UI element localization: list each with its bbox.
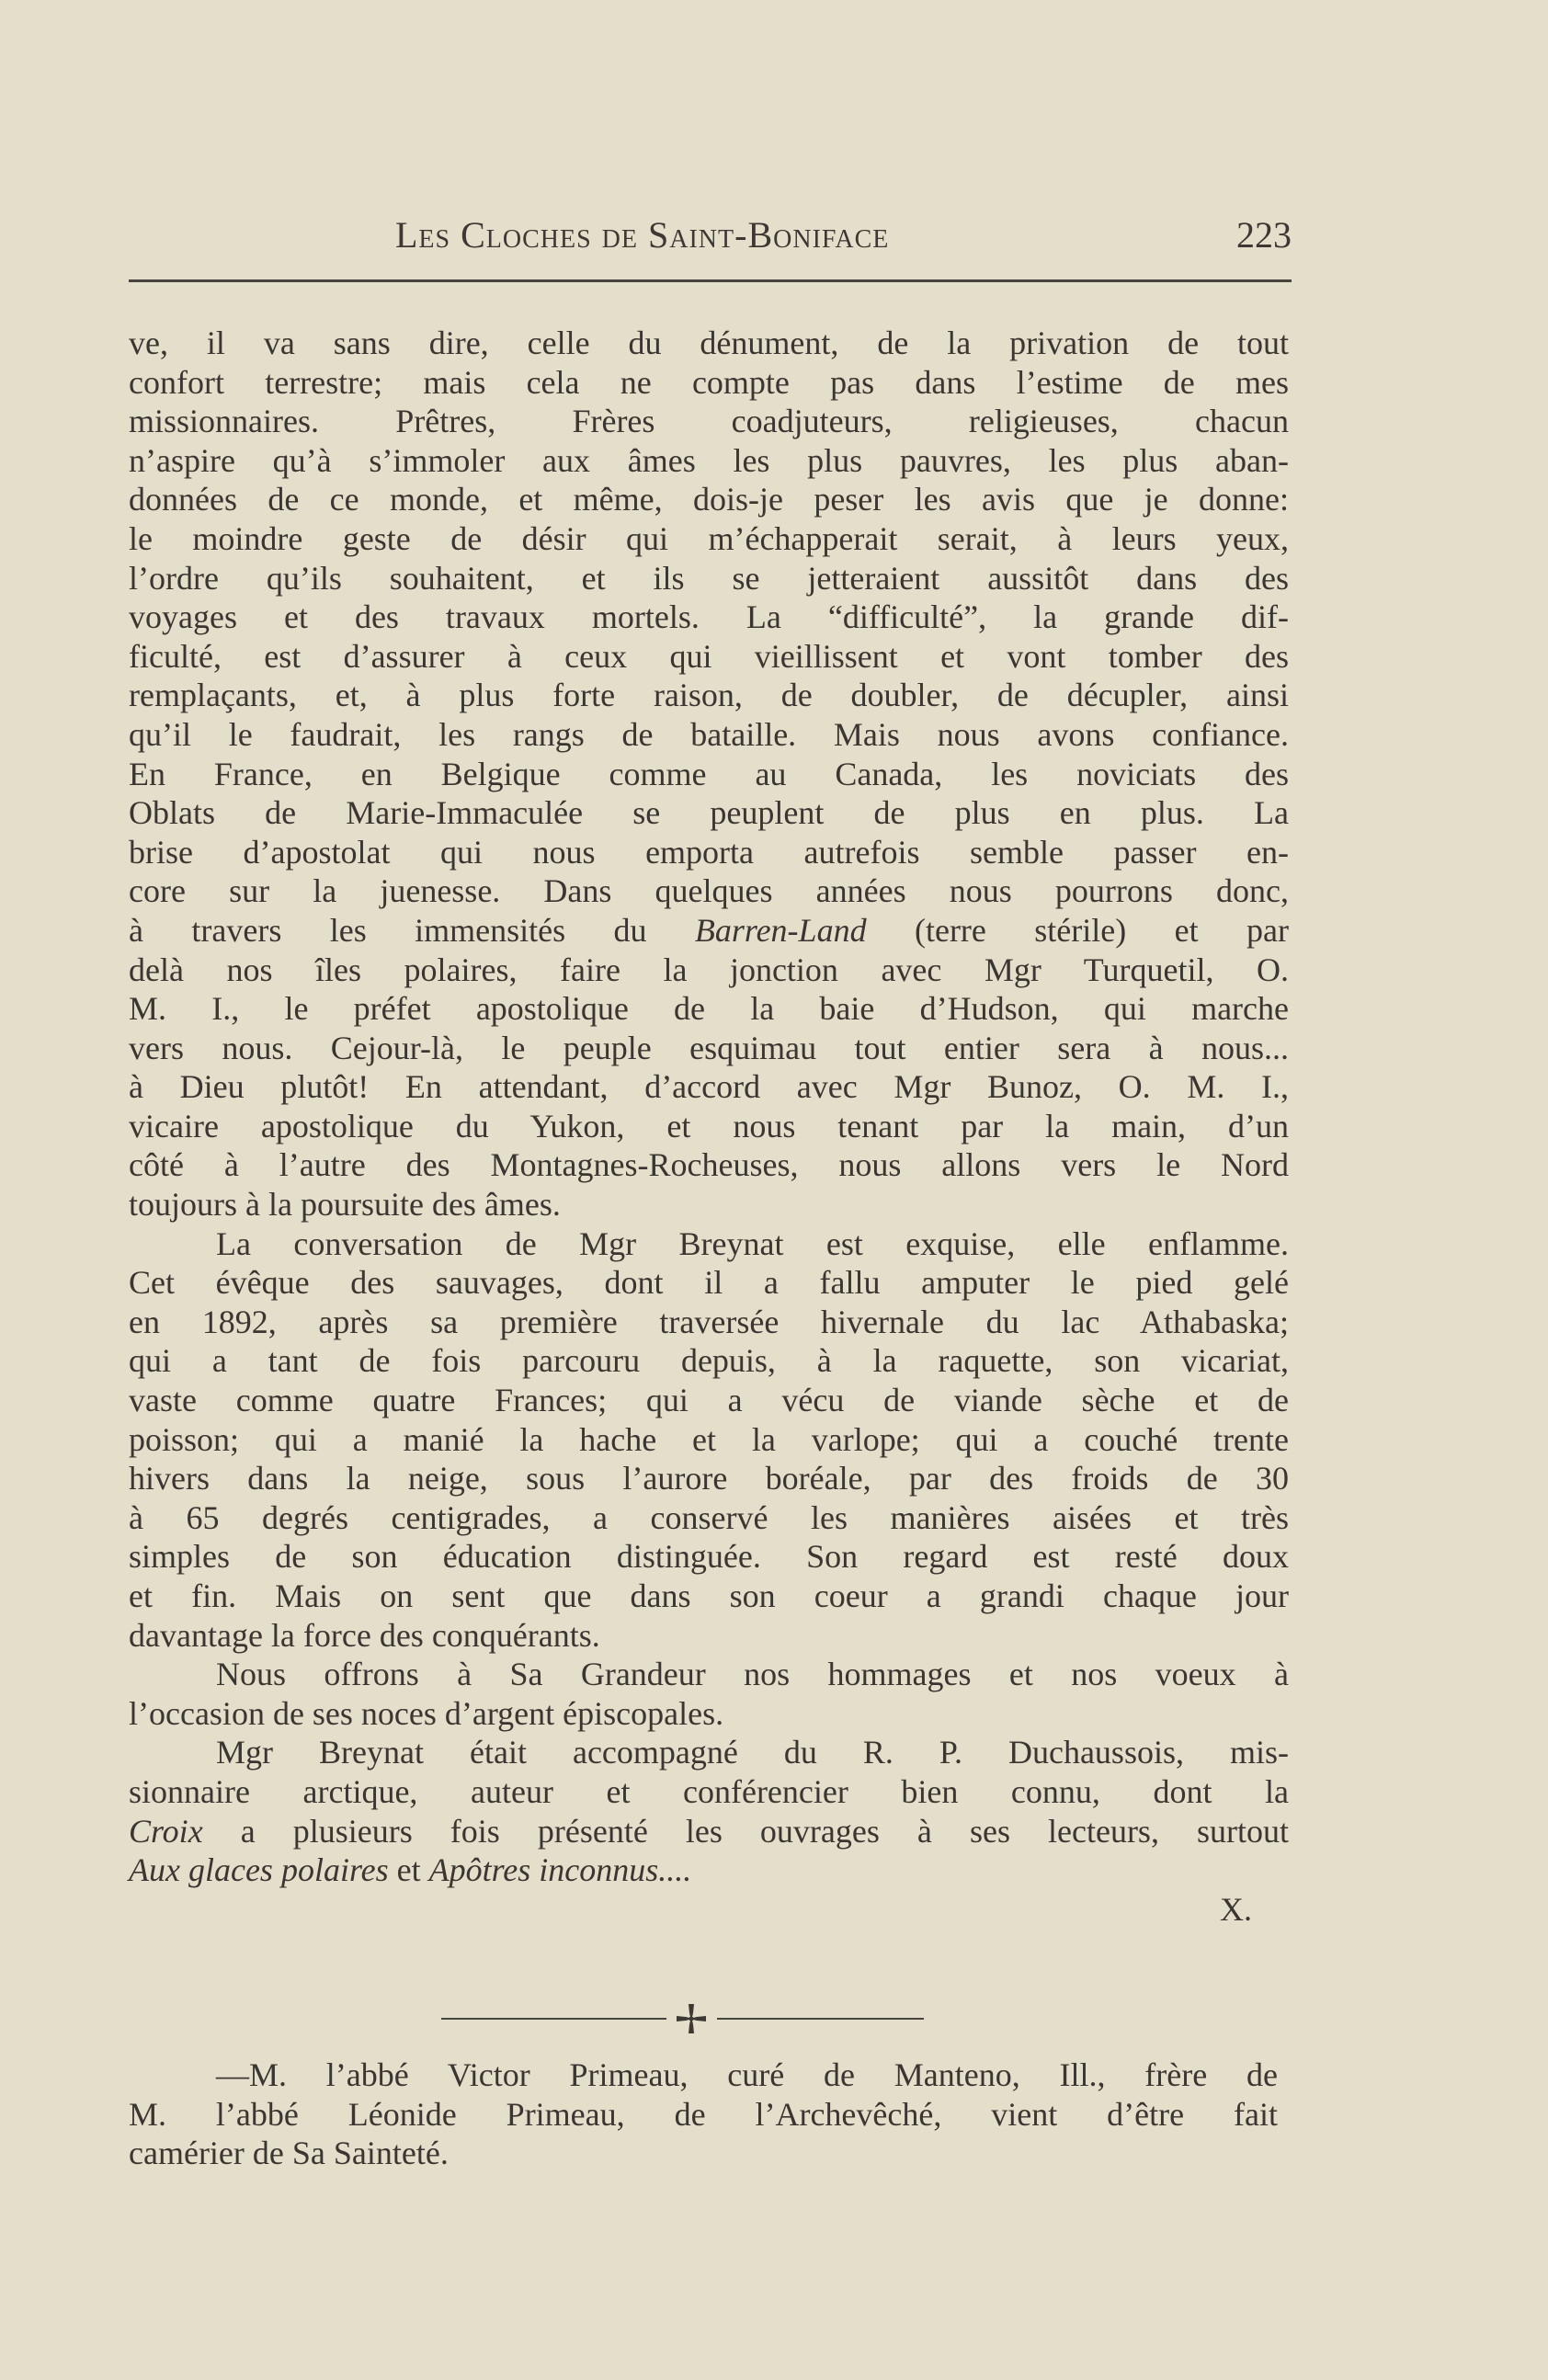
- body-line-text: (terre stérile) et par: [866, 911, 1289, 949]
- body-line: vers nous. Cejour-là, le peuple esquimau tout entier sera à nous...: [129, 1029, 1289, 1066]
- body-line: n’aspire qu’à s’immoler aux âmes les plus pauvres, les plus aban-: [129, 441, 1289, 479]
- article-body: [129, 324, 1289, 1929]
- body-line: [129, 1850, 1289, 1890]
- italic-title-aux-glaces-polaires: Aux glaces polaires: [129, 1851, 389, 1889]
- body-line: côté à l’autre des Montagnes-Rocheuses, nous allons vers le Nord: [129, 1146, 1289, 1184]
- body-line-text: et: [388, 1851, 429, 1889]
- body-line: et fin. Mais on sent que dans son coeur a grandi chaque jour: [129, 1577, 1289, 1614]
- body-line: davantage la force des conquérants.: [129, 1616, 600, 1654]
- body-line: ve, il va sans dire, celle du dénument, de la privation de tout: [129, 325, 1289, 361]
- body-line: En France, en Belgique comme au Canada, les noviciats des: [129, 755, 1289, 792]
- body-line: Oblats de Marie-Immaculée se peuplent de plus en plus. La: [129, 794, 1289, 832]
- section-divider: [441, 2000, 942, 2037]
- divider-rule-left: [441, 2018, 666, 2020]
- body-line: brise d’apostolat qui nous emporta autrefois semble passer en-: [129, 833, 1289, 871]
- body-line: Mgr Breynat était accompagné du R. P. Duchaussois, mis-: [216, 1734, 1289, 1771]
- body-line-text: a plusieurs fois présenté les ouvrages à ses lecteurs, surtout: [202, 1812, 1289, 1850]
- header-rule: [129, 279, 1292, 282]
- body-line: M. I., le préfet apostolique de la baie d’Hudson, qui marche: [129, 990, 1289, 1028]
- news-notice: [129, 2055, 1278, 2173]
- body-line: missionnaires. Prêtres, Frères coadjuteurs, religieuses, chacun: [129, 403, 1289, 440]
- body-line: en 1892, après sa première traversée hivernale du lac Athabaska;: [129, 1303, 1289, 1340]
- body-line: l’occasion de ses noces d’argent épiscopales.: [129, 1694, 724, 1732]
- notice-line: —M. l’abbé Victor Primeau, curé de Manteno, Ill., frère de: [216, 2056, 1278, 2093]
- body-line: confort terrestre; mais cela ne compte pas dans l’estime de mes: [129, 363, 1289, 401]
- cross-ornament-icon: [673, 2000, 710, 2037]
- italic-term-barren-land: Barren-Land: [694, 911, 867, 949]
- body-line: voyages et des travaux mortels. La “difficulté”, la grande dif-: [129, 598, 1289, 636]
- body-line: données de ce monde, et même, dois-je peser les avis que je donne:: [129, 481, 1289, 518]
- body-line: simples de son éducation distinguée. Son regard est resté doux: [129, 1538, 1289, 1576]
- body-line: hivers dans la neige, sous l’aurore boréale, par des froids de 30: [129, 1460, 1289, 1497]
- body-line: core sur la juenesse. Dans quelques années nous pourrons donc,: [129, 872, 1289, 910]
- body-line: qui a tant de fois parcouru depuis, à la raquette, son vicariat,: [129, 1342, 1289, 1380]
- body-line: à Dieu plutôt! En attendant, d’accord avec Mgr Bunoz, O. M. I.,: [129, 1068, 1289, 1106]
- body-line: [129, 1812, 1289, 1851]
- body-line: Cet évêque des sauvages, dont il a fallu amputer le pied gelé: [129, 1264, 1289, 1302]
- page-number: 223: [1236, 214, 1292, 256]
- body-line-text: à travers les immensités du: [129, 911, 695, 949]
- body-line: vicaire apostolique du Yukon, et nous tenant par la main, d’un: [129, 1107, 1289, 1144]
- body-line: toujours à la poursuite des âmes.: [129, 1186, 561, 1224]
- body-line: sionnaire arctique, auteur et conférencier bien connu, dont la: [129, 1772, 1289, 1810]
- body-line: vaste comme quatre Frances; qui a vécu de viande sèche et de: [129, 1382, 1289, 1419]
- body-line: à 65 degrés centigrades, a conservé les manières aisées et très: [129, 1498, 1289, 1536]
- body-line: delà nos îles polaires, faire la jonction avec Mgr Turquetil, O.: [129, 951, 1289, 988]
- body-line: [129, 911, 1289, 951]
- body-line: qu’il le faudrait, les rangs de bataille. Mais nous avons confiance.: [129, 715, 1289, 753]
- page-header: [129, 213, 1292, 268]
- running-title: Les Cloches de Saint-Boniface: [395, 214, 890, 256]
- body-line: La conversation de Mgr Breynat est exquise, elle enflamme.: [216, 1224, 1289, 1262]
- italic-title-croix: Croix: [129, 1812, 203, 1850]
- body-line: remplaçants, et, à plus forte raison, de doubler, de décupler, ainsi: [129, 677, 1289, 714]
- divider-rule-right: [717, 2018, 924, 2020]
- notice-line: camérier de Sa Sainteté.: [129, 2135, 449, 2172]
- body-line: poisson; qui a manié la hache et la varlope; qui a couché trente: [129, 1420, 1289, 1458]
- italic-title-apotres-inconnus: Apôtres inconnus....: [428, 1851, 692, 1889]
- body-line: ficulté, est d’assurer à ceux qui vieillissent et vont tomber des: [129, 637, 1289, 675]
- body-line: Nous offrons à Sa Grandeur nos hommages et nos voeux à: [216, 1656, 1289, 1693]
- body-line: le moindre geste de désir qui m’échapperait serait, à leurs yeux,: [129, 519, 1289, 557]
- notice-line: M. l’abbé Léonide Primeau, de l’Archevêché, vient d’être fait: [129, 2095, 1278, 2133]
- author-signature: X.: [1220, 1890, 1252, 1928]
- body-line: l’ordre qu’ils souhaitent, et ils se jetteraient aussitôt dans des: [129, 559, 1289, 597]
